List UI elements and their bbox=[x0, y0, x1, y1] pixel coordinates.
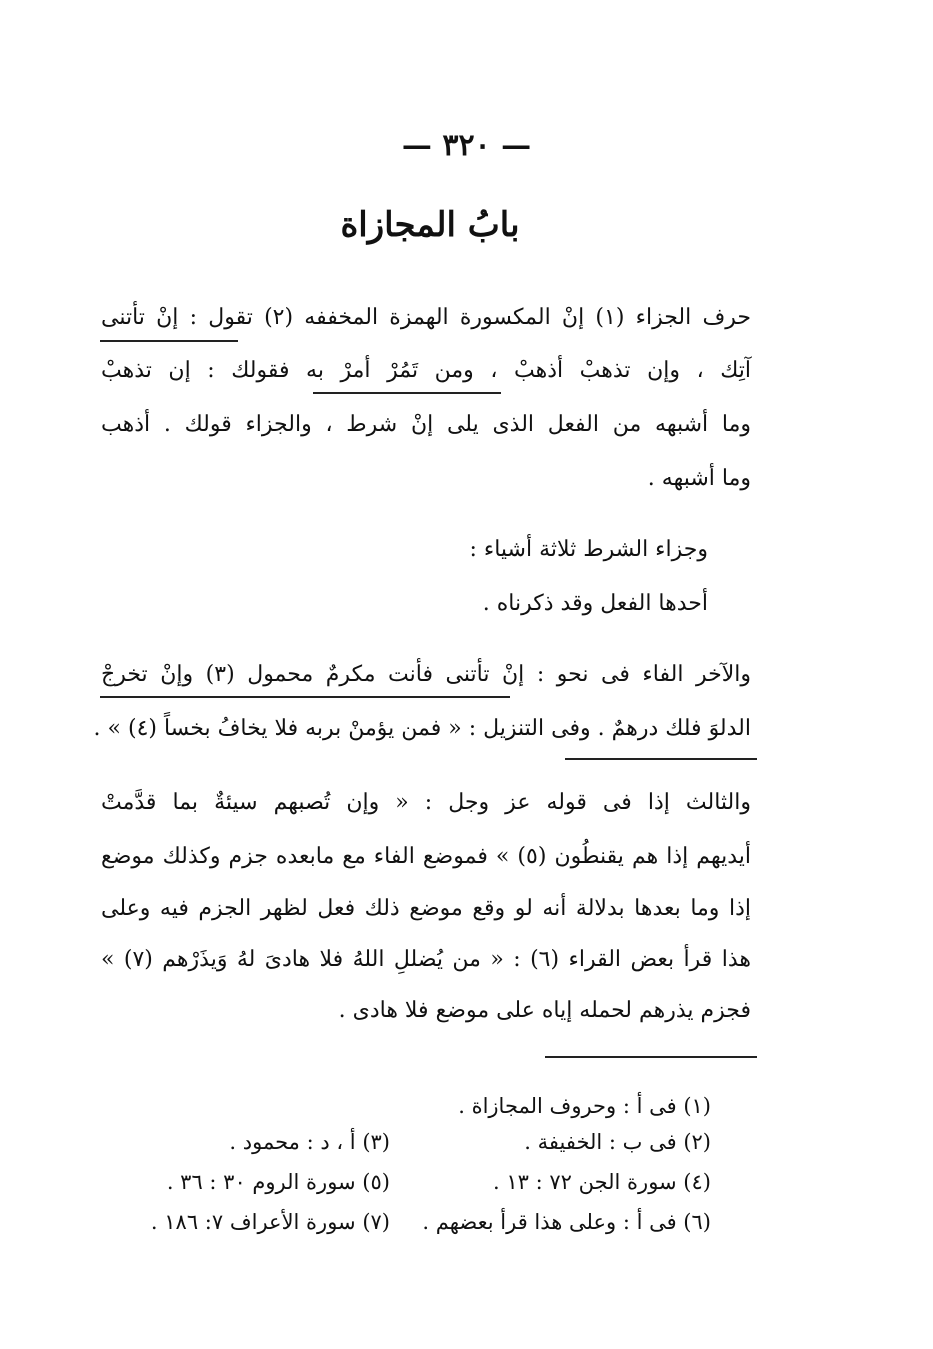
text-line: أيديهم إذا هم يقنطُون (٥) » فموضع الفاء مع مابعده جزم وكذلك موضع bbox=[101, 844, 751, 869]
text-line: أحدها الفعل وقد ذكرناه . bbox=[482, 591, 708, 616]
text-line: إذا وما بعدها بدلالة أنه لو وقع موضع ذلك فعل لظهر الجزم فيه وعلى bbox=[101, 896, 751, 921]
footnote-5: (٥) سورة الروم ٣٠ : ٣٦ . bbox=[166, 1170, 390, 1194]
underline-mark bbox=[100, 340, 238, 342]
text-line: والآخر الفاء فى نحو : إنْ تأتنى فأنت مكرمٌ محمول (٣) وإنْ تخرجْ bbox=[101, 662, 751, 687]
text-line: هذا قرأ بعض القراء (٦) : « من يُضللِ اللهُ فلا هادىَ لهُ وَيذَرْهم (٧) » bbox=[101, 947, 751, 972]
footnote-6: (٦) فى أ : وعلى هذا قرأ بعضهم . bbox=[422, 1210, 711, 1234]
footnote-7: (٧) سورة الأعراف ٧: ١٨٦ . bbox=[150, 1210, 390, 1234]
text-line: والثالث إذا فى قوله عز وجل : « وإن تُصبهم سيئةٌ بما قدَّمتْ bbox=[101, 790, 751, 815]
underline-mark bbox=[313, 392, 501, 394]
underline-mark bbox=[100, 696, 510, 698]
underline-mark bbox=[565, 758, 757, 760]
footnote-1: (١) فى أ : وحروف المجازاة . bbox=[458, 1094, 711, 1118]
text-line: وجزاء الشرط ثلاثة أشياء : bbox=[469, 537, 708, 562]
page-number: — ٣٢٠ — bbox=[401, 128, 532, 163]
footnote-3: (٣) أ ، د : محمود . bbox=[229, 1130, 390, 1154]
footnote-separator bbox=[545, 1056, 757, 1058]
text-line: وما أشبهه . bbox=[647, 466, 751, 491]
text-line: آتِك ، وإن تذهبْ أذهبْ ، ومن تَمُرْ أمرْ به فقولك : إن تذهبْ bbox=[101, 358, 751, 383]
text-line: وما أشبهه من الفعل الذى يلى إنْ شرط ، والجزاء قولك . أذهب bbox=[101, 412, 751, 437]
footnote-4: (٤) سورة الجن ٧٢ : ١٣ . bbox=[493, 1170, 711, 1194]
text-line: فجزم يذرهم لحمله إياه على موضع فلا هادى . bbox=[338, 998, 751, 1023]
text-line: الدلوَ فلك درهمٌ . وفى التنزيل : « فمن يؤمنْ بربه فلا يخافُ بخساً (٤) » . bbox=[93, 716, 751, 741]
chapter-title: بابُ المجازاة bbox=[340, 205, 520, 245]
footnote-2: (٢) فى ب : الخفيفة . bbox=[524, 1130, 711, 1154]
text-line: حرف الجزاء (١) إنْ المكسورة الهمزة المخففه (٢) تقول : إنْ تأتنى bbox=[101, 305, 751, 330]
